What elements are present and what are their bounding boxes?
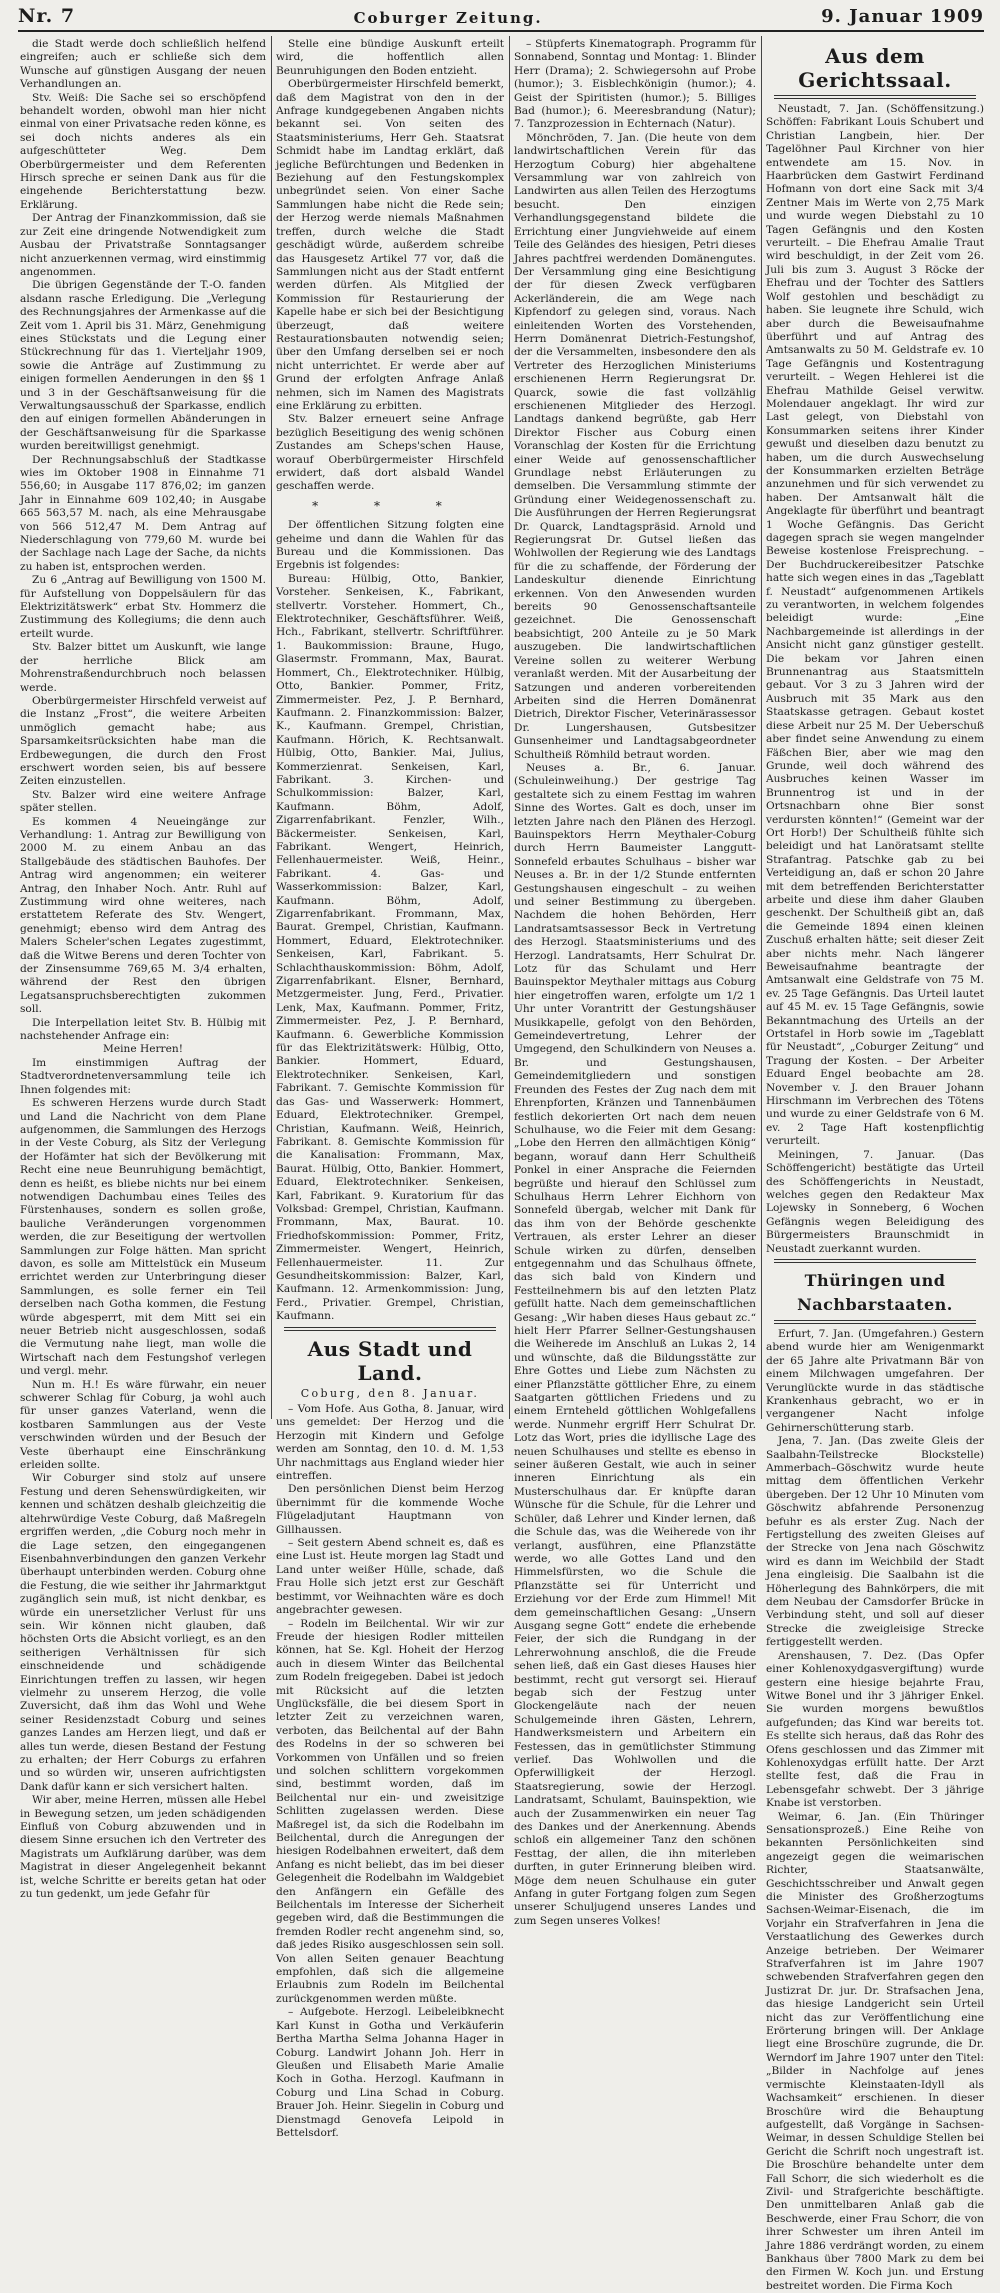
council-report-continued <box>276 38 504 494</box>
section-rule <box>774 95 976 99</box>
article-paragraph: Meiningen, 7. Januar. (Das Schöffengericht) bestätigte das Urteil des Schöffengerichts in Neustadt, welches gegen den Redakteur Max Lojewsky in Sonneberg, 6 Wochen Gefängnis wegen Beleidigung des Bürgermeisters Braunschmidt in Neustadt zuerkannt wurden. <box>766 1148 984 1255</box>
dateline: Coburg, den 8. Januar. <box>300 1386 480 1400</box>
article-paragraph: Die übrigen Gegenstände der T.-O. fanden alsdann rasche Erledigung. Die „Verlegung des Rechnungsjahres der Armenkasse auf die Zeit vom 1. April bis 31. März, Genehmigung eines Stückstats und die Legung einer Stückrechnung für das 1. Vierteljahr 1909, sowie die Anträge auf Zustimmung zu einigen formellen Aenderungen in den §§ 1 und 3 in der Geschäftsanweisung für die Verwaltungsausschuß der Sparkasse, endlich den auf einigen formellen Abänderungen in der Geschäftsanweisung für die Sparkasse wurden bereitwilligst genehmigt. <box>20 279 266 453</box>
article-paragraph: Neustadt, 7. Jan. (Schöffensitzung.) Schöffen: Fabrikant Louis Schubert und Christian Langbein, hier. Der Tagelöhner Paul Kirchner von hier entwendete am 15. Nov. in Haarbrücken dem Gastwirt Ferdinand Hofmann von dort eine Sack mit 3/4 Zentner Mais im Werte von 2,75 Mark und wurde wegen Diebstahl zu 10 Tagen Gefängnis und den Kosten verurteilt. – Die Ehefrau Amalie Traut wird beschuldigt, in der Zeit vom 26. Juli bis zum 3. August 3 Röcke der Ehefrau und der Tochter des Sattlers Wolf gestohlen und beschädigt zu haben. Sie leugnete ihre Schuld, wich aber durch die Beweisaufnahme überführt und auf Antrag des Amtsanwalts zu 50 M. Geldstrafe ev. 10 Tage Gefängnis und Kostentragung verurteilt. – Wegen Hehlerei ist die Ehefrau Mathilde Geisel verwitw. Molendauer angeklagt. Ihr wird zur Last gelegt, von Diebstahl von Konsummarken seitens ihrer Kinder gewußt und dieselben dazu benutzt zu haben, um die durch Auswechselung der Konsummarken erzielten Beträge anzunehmen und für sich verwendet zu haben. Der Amtsanwalt hält die Angeklagte für überführt und beantragt 1 Woche Gefängnis. Das Gericht dagegen sprach sie wegen mangelnder Beweise kostenlose Freisprechung. – Der Buchdruckereibesitzer Patschke hatte sich wegen eines in das „Tageblatt f. Neustadt“ aufgenommenen Artikels zu verantworten, in welchem folgendes beleidigt wurde: „Eine Nachbargemeinde ist allerdings in der Ansicht nicht ganz günstiger gestellt. Die bekam vor Jahren einen Brunnenantrag aus Staatsmitteln gebaut. Vor 3 zu 3 Jahren wird der Ausbruch mit 35 Mark aus den Staatskasse getragen. Gebaut kostet diese Arbeit nur 25 M. Der Ueberschuß aber findet seine Anwendung zu einem Fäßchen Bier, aber wie mag den Grunde, weil doch während des Ausbruches keinen Wasser im Brunnentrog ist und in der Ortsnachbarn ohne Bier sonst verdursten könnten!“ (Gemeint war der Ort Horb!) Der Schultheiß fühlte sich beleidigt und hat Lanöratsamt stellte Strafantrag. Patschke gab zu bei Verteidigung an, daß er schon 20 Jahre mit dem betreffenden Berichterstatter arbeite und diese ihm daher Glauben geschenkt. Der Schultheiß gibt an, daß die Gemeinde 1894 einen kleinen Zuschuß erhalten hätte; seit dieser Zeit aber nichts mehr. Nach längerer Beweisaufnahme beantragte der Amtsanwalt eine Geldstrafe von 75 M. ev. 25 Tage Gefängnis. Das Urteil lautet auf 45 M. ev. 15 Tage Gefängnis, sowie Bekanntmachung des Urteils an der Ortstafel in Horb sowie im „Tageblatt für Neustadt“, „Coburger Zeitung“ und Tragung der Kosten. – Der Arbeiter Eduard Engel beobachte am 28. November v. J. den Brauer Johann Hirschmann im Verbrechen des Tötens und wurde zu einer Geldstrafe von 6 M. ev. 2 Tage Haft kostenpflichtig verurteilt. <box>766 103 984 1148</box>
article-paragraph: Mönchröden, 7. Jan. (Die heute von dem landwirtschaftlichen Verein für das Herzogtum Coburg) hier abgehaltene Versammlung war von zahlreich von Landwirten aus allen Teilen des Herzogtums besucht. Den einzigen Verhandlungsgegenstand bildete die Errichtung einer Jungviehweide auf einem Teile des Geländes des hiesigen, Petri dieses Jahres pachtfrei werdenden Domänengutes. Der Versammlung ging eine Besichtigung der für diesen Zweck verfügbaren Ackerländerein, die am Wege nach Kipfendorf zu gelegen sind, voraus. Nach einleitenden Worten des Vorstehenden, Herrn Domänenrat Dietrich-Festungshof, der die Versammelten, insbesondere den als Vertreter des Herzoglichen Ministeriums erschienenen Herrn Regierungsrat Dr. Quarck, sowie die fast vollzählig erschienenen Mitglieder des Herzogl. Landtags dankend begrüßte, gab Herr Direktor Fischer aus Coburg einen Voranschlag der Kosten für die Errichtung einer Weide auf genossenschaftlicher Grundlage nebst Erläuterungen zu demselben. Die Versammlung stimmte der Gründung einer Weidegenossenschaft zu. Die Ausführungen der Herren Regierungsrat Dr. Quarck, Landtagspräsid. Arnold und Regierungsrat Dr. Gutsel ließen das Wohlwollen der Regierung wie des Landtags für die zu schaffende, der Förderung der Landeskultur dienende Einrichtung erkennen. Von den Anwesenden wurden bereits 90 Genossenschaftsanteile gezeichnet. Die Genossenschaft beabsichtigt, 200 Anteile zu je 50 Mark auszugeben. Die landwirtschaftlichen Vereine sollen zu weiterer Werbung veranlaßt werden. Mit der Ausarbeitung der Satzungen und anderen vorbereitenden Arbeiten sind die Herren Domänenrat Dietrich, Direktor Fischer, Veterinärassessor Dr. Lungershausen, Gutsbesitzer Gunsenheimer und Landtagsabgeordneter Schultheiß Römhild betraut worden. <box>514 131 756 761</box>
issue-date: 9. Januar 1909 <box>821 6 984 27</box>
article-paragraph: Arenshausen, 7. Dez. (Das Opfer einer Kohlenoxydgasvergiftung) wurde gestern eine hiesige bejahrte Frau, Witwe Bonel und ihr 3 jähriger Enkel. Sie wurden morgens bewußtlos aufgefunden; das Kind war bereits tot. Es stellte sich heraus, daß das Rohr des Ofens geschlossen und das Zimmer mit Kohlenoxydgas erfüllt hatte. Der Arzt stellte fest, daß die Frau in Lebensgefahr schwebt. Der 3 jährige Knabe ist verstorben. <box>766 1649 984 1810</box>
article-paragraph: Erfurt, 7. Jan. (Umgefahren.) Gestern abend wurde hier am Wenigenmarkt der 65 Jahre alte Privatmann Bär von einem Milchwagen umgefahren. Der Verunglückte wurde in das städtische Krankenhaus gebracht, wo er in vergangener Nacht infolge Gehirnerschütterung starb. <box>766 1327 984 1434</box>
article-paragraph: Bureau: Hülbig, Otto, Bankier, Vorsteher. Senkeisen, K., Fabrikant, stellvertr. Vorsteher. Hommert, Ch., Elektrotechniker, Geschäftsführer. Weiß, Hch., Fabrikant, stellvertr. Schriftführer. 1. Baukommission: Braune, Hugo, Glasermstr. Frommann, Max, Baurat. Hommert, Ch., Elektrotechniker. Hülbig, Otto, Bankier. Pommer, Fritz, Zimmermeister. Pez, J. P. Bernhard, Kaufmann. 2. Finanzkommission: Balzer, K., Kaufmann. Grempel, Christian, Kaufmann. Hörich, K. Rechtsanwalt. Hülbig, Otto, Bankier. Mai, Julius, Kommerzienrat. Senkeisen, Karl, Fabrikant. 3. Kirchen- und Schulkommission: Balzer, Karl, Kaufmann. Böhm, Adolf, Zigarrenfabrikant. Fenzler, Wilh., Bäckermeister. Senkeisen, Karl, Fabrikant. Wengert, Heinrich, Fellenhauermeister. Weiß, Heinr., Fabrikant. 4. Gas- und Wasserkommission: Balzer, Karl, Kaufmann. Böhm, Adolf, Zigarrenfabrikant. Frommann, Max, Baurat. Grempel, Christian, Kaufmann. Hommert, Eduard, Elektrotechniker. Senkeisen, Karl, Fabrikant. 5. Schlachthauskommission: Böhm, Adolf, Zigarrenfabrikant. Elsner, Bernhard, Metzgermeister. Jung, Ferd., Privatier. Lenk, Max, Kaufmann. Pommer, Fritz, Zimmermeister. Pez, J. P. Bernhard, Kaufmann. 6. Gewerbliche Kommission für das Elektrizitätswerk: Hülbig, Otto, Bankier. Hommert, Eduard, Elektrotechniker. Senkeisen, Karl, Fabrikant. 7. Gemischte Kommission für das Gas- und Wasserwerk: Hommert, Eduard, Elektrotechniker. Grempel, Christian, Kaufmann. Weiß, Heinrich, Fabrikant. 8. Gemischte Kommission für die Kanalisation: Frommann, Max, Baurat. Hülbig, Otto, Bankier. Hommert, Eduard, Elektrotechniker. Senkeisen, Karl, Fabrikant. 9. Kuratorium für das Volksbad: Grempel, Christian, Kaufmann. Frommann, Max, Baurat. 10. Friedhofskommission: Pommer, Fritz, Zimmermeister. Wengert, Heinrich, Fellenhauermeister. 11. Zur Gesundheitskommission: Balzer, Karl, Kaufmann. 12. Armenkommission: Jung, Ferd., Privatier. Grempel, Christian, Kaufmann. <box>276 572 504 1323</box>
article-paragraph: Weimar, 6. Jan. (Ein Thüringer Sensationsprozeß.) Eine Reihe von bekannten Persönlichkeiten sind angezeigt gegen die weimarischen Richter, Staatsanwälte, Geschichtsschreiber und Anwalt gegen die Minister des Großherzogtums Sachsen-Weimar-Eisenach, die im Vorjahr ein Strafverfahren in Jena die Verstaatlichung des Gewerkes durch Anzeige betrieben. Der Weimarer Strafverfahren ist im Jahre 1907 schwebenden Strafverfahren gegen den Justizrat Dr. jur. Dr. Strafsachen Jena, das hiesige Landgericht sein Urteil nicht das zur Veröffentlichung eine Erörterung bringen will. Der Anklage liegt eine Broschüre zugrunde, die Dr. Werndorf im Jahre 1907 unter den Titel: „Bilder in Nachfolge auf jenes vermischte Kleinstaaten-Idyll als Wachsamkeit“ erschienen. In dieser Broschüre wird die Behauptung aufgestellt, daß Vorgänge in Sachsen-Weimar, in dessen Schuldige Stellen bei Gericht die Schrift noch ungestraft ist. Die Broschüre behandelte unter dem Fall Schorr, die sich wiederholt es die Zivil- und Strafgerichte beschäftigte. Den unmittelbaren Anlaß gab die Beschwerde, einer Frau Schorr, die von ihrer Schwester um ihren Anteil im Jahre 1886 verdrängt worden, zu einem Bankhaus über 7800 Mark zu dem bei den Firmen W. Koch jun. und Erstung bestreitet worden. Die Firma Koch <box>766 1810 984 2292</box>
article-paragraph: Oberbürgermeister Hirschfeld verweist auf die Instanz „Frost“, die weitere Arbeiten unmöglich gemacht habe; aus Sparsamkeitsrücksichten habe man die Erdbewegungen, die durch den Frost erschwert worden seien, bis auf bessere Zeiten einzustellen. <box>20 694 266 788</box>
article-paragraph: Jena, 7. Jan. (Das zweite Gleis der Saalbahn-Teilstrecke Blockstelle) Ammerbach–Göschwitz wurde heute mittag dem öffentlichen Verkehr übergeben. Der 12 Uhr 10 Minuten vom Göschwitz abfahrende Personenzug befuhr es als erster Zug. Nach der Fertigstellung des zweiten Gleises auf der Strecke von Jena nach Göschwitz wird es dann im Weichbild der Stadt Jena eingleisig. Die Saalbahn ist die Höherlegung des Bahnkörpers, die mit dem Neubau der Camsdorfer Brücke in Verbindung steht, und soll auf dieser Strecke die zweigleisige Strecke fertiggestellt werden. <box>766 1435 984 1649</box>
article-paragraph: – Seit gestern Abend schneit es, daß es eine Lust ist. Heute morgen lag Stadt und Land unter weißer Hülle, schade, daß Frau Holle sich jetzt erst zur Geschäft bestimmt, vor Weihnachten wäre es doch angebrachter gewesen. <box>276 1537 504 1617</box>
column-1 <box>20 38 266 1901</box>
article-paragraph: – Stüpferts Kinematograph. Programm für Sonnabend, Sonntag und Montag: 1. Blinder Herr (Drama); 2. Schwiegersohn auf Probe (humor.); 3. Eisblechkönigin (humor.); 4. Geist der Spiritisten (humor.); 5. Billiges Bad (humor.); 6. Meeresbrandung (Natur); 7. Tanzprozession in Echternach (Natur). <box>514 38 756 131</box>
article-paragraph: Nun m. H.! Es wäre fürwahr, ein neuer schwerer Schlag für Coburg, ja wohl auch für unser ganzes Vaterland, wenn die kostbaren Sammlungen aus der Veste verschwinden würden und der Besuch der Veste überhaupt eine Einschränkung erleiden sollte. <box>20 1378 266 1472</box>
article-paragraph: – Vom Hofe. Aus Gotha, 8. Januar, wird uns gemeldet: Der Herzog und die Herzogin mit Kindern und Gefolge werden am Sonntag, den 10. d. M. 1,53 Uhr nachmittags aus England wieder hier eintreffen. <box>276 1403 504 1483</box>
court-reports <box>766 103 984 1256</box>
article-paragraph: Es kommen 4 Neueingänge zur Verhandlung: 1. Antrag zur Bewilligung von 2000 M. zu einem Anbau an das Stallgebäude des städtischen Bauhofes. Der Antrag wird angenommen; ein weiterer Antrag, den Inhaber Noch. Antr. Ruhl auf Zustimmung wird ohne weiteres, nach erstattetem Referate des Stv. Wengert, genehmigt; ebenso wird dem Antrag des Malers Scheler'schen Legates zugestimmt, daß die Witwe Berens und deren Tochter von der Zinsensumme 769,65 M. 3/4 erhalten, während der Rest den übrigen Legatsanspruchsberechtigten zukommen soll. <box>20 815 266 1016</box>
article-paragraph: Wir aber, meine Herren, müssen alle Hebel in Bewegung setzen, um jeden schädigenden Einfluß von Coburg abzuwenden und in diesem Sinne ersuchen ich den Vertreter des Magistrats um Aufklärung darüber, was dem Magistrat in dieser Angelegenheit bekannt ist, welche Schritte er bereits getan hat oder zu tun gedenkt, um jede Gefahr für <box>20 1794 266 1901</box>
column-3 <box>514 38 756 1927</box>
article-paragraph: Der Rechnungsabschluß der Stadtkasse wies im Oktober 1908 in Einnahme 71 556,60; in Ausgabe 117 876,02; im ganzen Jahr in Einnahme 609 102,40; in Ausgabe 665 563,57 M. nach, als eine Mehrausgabe von 566 512,47 M. Dem Antrag auf Niederschlagung von 779,60 M. wurde bei der Sachlage nach Lage der Sache, da nichts zu haben ist, entsprochen werden. <box>20 453 266 573</box>
masthead <box>18 6 984 32</box>
article-paragraph: Im einstimmigen Auftrag der Stadtverordnetenversammlung teile ich Ihnen folgendes mit: <box>20 1056 266 1096</box>
article-paragraph: Stv. Weiß: Die Sache sei so erschöpfend behandelt worden, obwohl man hier nicht einmal von einer Privatsache reden könne, es sei doch nichts anderes als ein aufgeschütteter Weg. Dem Oberbürgermeister und dem Referenten Hirsch spreche er seinen Dank aus für die eingehende Berichterstattung bezw. Erklärung. <box>20 91 266 211</box>
article-paragraph: Stv. Balzer wird eine weitere Anfrage später stellen. <box>20 788 266 815</box>
section-separator: * * * <box>312 498 468 513</box>
article-paragraph: – Aufgebote. Herzogl. Leibeleibknecht Karl Kunst in Gotha und Verkäuferin Bertha Martha Selma Johanna Hager in Coburg. Landwirt Johann Joh. Herr in Gleußen und Elisabeth Marie Amalie Koch in Gotha. Herzogl. Kaufmann in Coburg und Lina Schad in Coburg. Brauer Joh. Heinr. Siegelin in Coburg und Dienstmagd Genovefa Leipold in Bettelsdorf. <box>276 2006 504 2139</box>
article-paragraph: Der Antrag der Finanzkommission, daß sie zur Zeit eine dringende Notwendigkeit zum Ausbau der Privatstraße Sonntagsanger nicht anzuerkennen vermag, wird einstimmig angenommen. <box>20 212 266 278</box>
local-news <box>276 1403 504 2140</box>
article-paragraph: Stv. Balzer bittet um Auskunft, wie lange der herrliche Blick am Mohrenstraßendurchbruch noch belassen werde. <box>20 641 266 694</box>
article-paragraph: die Stadt werde doch schließlich helfend eingreifen; auch er schließe sich dem Wunsche auf günstigen Ausgang der neuen Verhandlungen an. <box>20 38 266 91</box>
commission-elections <box>276 519 504 1323</box>
issue-number: Nr. 7 <box>18 5 76 27</box>
article-paragraph: Stelle eine bündige Auskunft erteilt wird, die hoffentlich allen Beunruhigungen den Boden entzieht. <box>276 38 504 77</box>
article-paragraph: Der öffentlichen Sitzung folgten eine geheime und dann die Wahlen für das Bureau und die Kommissionen. Das Ergebnis ist folgendes: <box>276 519 504 572</box>
regional-news <box>766 1328 984 2293</box>
section-title-stadt-und-land: Aus Stadt und Land. <box>307 1336 473 1385</box>
section-rule <box>284 1327 496 1331</box>
article-paragraph: Den persönlichen Dienst beim Herzog übernimmt für die kommende Woche Flügeladjutant Hauptmann von Gillhaussen. <box>276 1483 504 1536</box>
article-paragraph: Meine Herren! <box>103 1043 183 1056</box>
section-title-gerichtssaal: Aus dem Gerichtssaal. <box>798 44 952 92</box>
article-paragraph: Es schweren Herzens wurde durch Stadt und Land die Nachricht von dem Plane aufgenommen, die Sammlungen des Herzogs in der Veste Coburg, als Sitz der Verlegung der Hofämter hat sich der Bevölkerung mit Recht eine neue Beunruhigung bemächtigt, denn es heißt, es bliebe nichts nur bei einem notwendigen Dachumbau eines Teiles des Fürstenhauses, sondern es sollen große, bauliche Veränderungen vorgenommen werden, die zur Beseitigung der wertvollen Sammlungen zur Folge hätten. Man spricht davon, es solle am Mittelstück ein Museum errichtet werden zur Unterbringung dieser Sammlungen, es solle ferner ein Teil derselben nach Gotha kommen, die Festung würde abgesperrt, mit dem Mitt sei ein neuer Betrieb nicht ausgeschlossen, sodaß die Vermutung nahe liegt, man wolle die Wirtschaft nach dem Festungshof verlegen und vergl. mehr. <box>20 1097 266 1378</box>
article-paragraph: Neuses a. Br., 6. Januar. (Schuleinweihung.) Der gestrige Tag gestaltete sich zu einem Festtag im wahren Sinne des Wortes. Galt es doch, unser im letzten Jahre nach den Plänen des Herzogl. Bauinspektors Herrn Meythaler-Coburg durch Herrn Baumeister Langgutt-Sonnefeld erbautes Schulhaus – bisher war Neuses a. Br. in der 1/2 Stunde entfernten Gestungshausen eingeschult – zu weihen und seiner Bestimmung zu übergeben. Nachdem die hohen Behörden, Herr Landratsamtsassessor Beck in Vertretung des Herzogl. Staatsministeriums und des Herzogl. Landratsamts, Herr Schulrat Dr. Lotz für das Schulamt und Herr Bauinspektor Meythaler mittags aus Coburg hier eingetroffen waren, erfolgte um 1/2 1 Uhr unter Vorantritt der Gestungshäuser Musikkapelle, gefolgt von den Behörden, Gemeindevertretung, Lehrer der Umgegend, den Schulkindern von Neuses a. Br. und Gestungshausen, Gemeindemitgliedern und sonstigen Freunden des Festes der Zug nach dem mit Ehrenpforten, Kränzen und Tannenbäumen festlich dekorierten Ort nach dem neuen Schulhause, wo die Feier mit dem Gesang: „Lobe den Herren den allmächtigen König“ begann, worauf dann Herr Schultheiß Ponkel in einer Ansprache die Feiernden begrüßte und hierauf den Schlüssel zum Schulhaus Herrn Lehrer Eichhorn von Sonnefeld übergab, welcher mit Dank für das ihm von der Behörde geschenkte Vertrauen, als erster Lehrer an dieser Schule wirken zu dürfen, denselben entgegennahm und das Schulhaus öffnete, das sich bald von Kindern und Festteilnehmern bis auf den letzten Platz gefüllt hatte. Nach dem gemeinschaftlichen Gesang: „Wir haben dieses Haus gebaut zc.“ hielt Herr Pfarrer Sellner-Gestungshausen die Weiherede im Anschluß an Lukas 2, 14 und wünschte, daß die Bildungsstätte zur Ehre Gottes und Liebe zum Nächsten zu einer Pflanzstätte göttlicher Ehre, zu einem Saatgarten göttlichen Friedens und zu einem Ernteheld göttlichen Wohlgefallens werde. Nunmehr ergriff Herr Schulrat Dr. Lotz das Wort, pries die idyllische Lage des neuen Schulhauses und stellte es ebenso in seiner äußeren Gestalt, wie auch in seiner inneren Einrichtung als ein Musterschulhaus dar. Er knüpfte daran Wünsche für die Schule, für die Lehrer und Schüler, daß Lehrer und Kinder lernen, daß die Schule das, was die Weiherede von ihr verlangt, ausführen, eine Pflanzstätte werde, wo alle Gottes Land und den Himmelsfürsten, wo die Schule die Pflanzstätte sei für Unterricht und Erziehung vor der Erde zum Himmel! Mit dem gemeinschaftlichen Gesang: „Unsern Ausgang segne Gott“ endete die erhebende Feier, der sich die Rundgang in der Lehrerwohnung anschloß, die die Freude sehen ließ, daß ein Gast dieses Hauses hier bestimmt, recht gut versorgt sei. Hierauf begab sich der Festzug unter Glockengeläute nach der neuen Schulgemeinde ihren Gästen, Lehrern, Handwerksmeistern und Arbeitern ein Festessen, das in gemütlichster Stimmung verlief. Das Wohlwollen und die Opferwilligkeit der Herzogl. Staatsregierung, sowie der Herzogl. Landratsamt, Schulamt, Bauinspektion, wie auch der Zusammenwirken ein neuer Tag des Dankes und der Anerkennung. Abends schloß ein allgemeiner Tanz den schönen Festtag, der allen, die ihn miterleben durften, in guter Erinnerung bleiben wird. Möge dem neuen Schulhause ein guter Anfang in guter Fortgang folgen zum Segen unserer Schuljugend unseres Landes und zum Segen unseres Volkes! <box>514 761 756 1927</box>
section-title-thueringen: Thüringen und Nachbarstaaten. <box>797 1270 953 1314</box>
column-rule <box>509 36 510 1419</box>
column-rule <box>271 36 272 1419</box>
article-paragraph: Stv. Balzer erneuert seine Anfrage bezüglich Beseitigung des wenig schönen Zustandes am Scheps'schen Hause, worauf Oberbürgermeister Hirschfeld erwidert, daß dort alsbald Wandel geschaffen werde. <box>276 413 504 493</box>
section-rule <box>774 1259 976 1263</box>
column-rule <box>761 36 762 1419</box>
section-rule <box>774 1320 976 1324</box>
column-4 <box>766 38 984 2292</box>
article-paragraph: Wir Coburger sind stolz auf unsere Festung und deren Sehenswürdigkeiten, wir kennen und schätzen deshalb gleichzeitig die altehrwürdige Veste Coburg, daß Maßregeln ergriffen werden, „die Coburg noch mehr in die Lage setzen, den eingegangenen Eisenbahnverbindungen den ganzen Verkehr überhaupt unterbinden werden. Coburg ohne die Festung, die wie seither ihr Jahrmarktgut zugänglich sein muß, ist nicht denkbar, es würde ein unersetzlicher Verlust für uns sein. Wir können nicht glauben, daß höchsten Orts die Absicht vorliegt, es an den seitherigen Verhältnissen für sich einschneidende und schädigende Einrichtungen treffen zu lassen, wir hegen vielmehr zu unserem Herzog, die volle Zuversicht, daß ihm das Wohl und Wehe seiner Residenzstadt Coburg und seines ganzes Landes am Herzen liegt, und daß er alles tun werde, diesen Bestand der Festung zu erhalten; der Herr Coburgs zu erfahren und so würden wir, unseren aufrichtigsten Dank dafür kann er sich versichert halten. <box>20 1472 266 1793</box>
article-paragraph: Die Interpellation leitet Stv. B. Hülbig mit nachstehender Anfrage ein: <box>20 1016 266 1043</box>
article-paragraph: – Rodeln im Beilchental. Wir wir zur Freude der hiesigen Rodler mitteilen können, hat Se. Kgl. Hoheit der Herzog auch in diesem Winter das Beilchental zum Rodeln freigegeben. Dabei ist jedoch mit Rücksicht auf die letzten Unglücksfälle, die bei diesem Sport in letzter Zeit zu verzeichnen waren, verboten, das Beilchental auf der Bahn des Rodelns in der so schweren bei Vorkommen von Unfällen und so freien und solchen schlittern vorgekommen sind, bestimmt worden, daß im Beilchental nur ein- und zweisitzige Schlitten zugelassen werden. Diese Maßregel ist, da sich die Rodelbahn im Beilchental, durch die Anregungen der hiesigen Rodelbahnen erweitert, daß dem Anfang es nicht beliebt, das im bei dieser Gelegenheit die Rodelbahn im Waldgebiet den Anfängern ein Gefälle des Beilchentals im Interesse der Sicherheit gegeben wird, daß die Bestimmungen die fremden Rodler recht angenehm sind, so, daß jedes Risiko ausgeschlossen sein soll. Von allen Seiten genauer Beachtung empfohlen, daß sich die allgemeine Erlaubnis zum Rodeln im Beilchental zurückgenommen werden müßte. <box>276 1617 504 2005</box>
column-2 <box>276 38 504 2139</box>
article-paragraph: Oberbürgermeister Hirschfeld bemerkt, daß dem Magistrat von den in der Anfrage kundgegebenen Angaben nichts bekannt sei. Von seiten des Staatsministeriums, Herr Geh. Staatsrat Schmidt habe im Landtag erklärt, daß jegliche Befürchtungen und Bedenken in Beziehung auf den Festungskomplex unbegründet seien. Von einer Sache Sammlungen habe nicht die Rede sein; der Herzog werde niemals Maßnahmen treffen, durch welche die Stadt geschädigt würde, außerdem schreibe das Hausgesetz Artikel 77 vor, daß die Sammlungen nicht aus der Stadt entfernt werden dürfen. Als Mitglied der Kommission für Restaurierung der Kapelle habe er sich bei der Besichtigung überzeugt, daß weitere Restaurationsbauten notwendig seien; über den Umfang derselben sei er noch nicht unterrichtet. Er werde aber auf Grund der erfolgten Anfrage Anlaß nehmen, sich im Namen des Magistrats eine Erklärung zu erbitten. <box>276 78 504 412</box>
paper-name: Coburger Zeitung. <box>353 9 543 27</box>
article-paragraph: Zu 6 „Antrag auf Bewilligung von 1500 M. für Aufstellung von Doppelsäulern für das Elektrizitätswerk“ erbat Stv. Hommerz die Zustimmung des Kollegiums; die denn auch erteilt wurde. <box>20 574 266 640</box>
